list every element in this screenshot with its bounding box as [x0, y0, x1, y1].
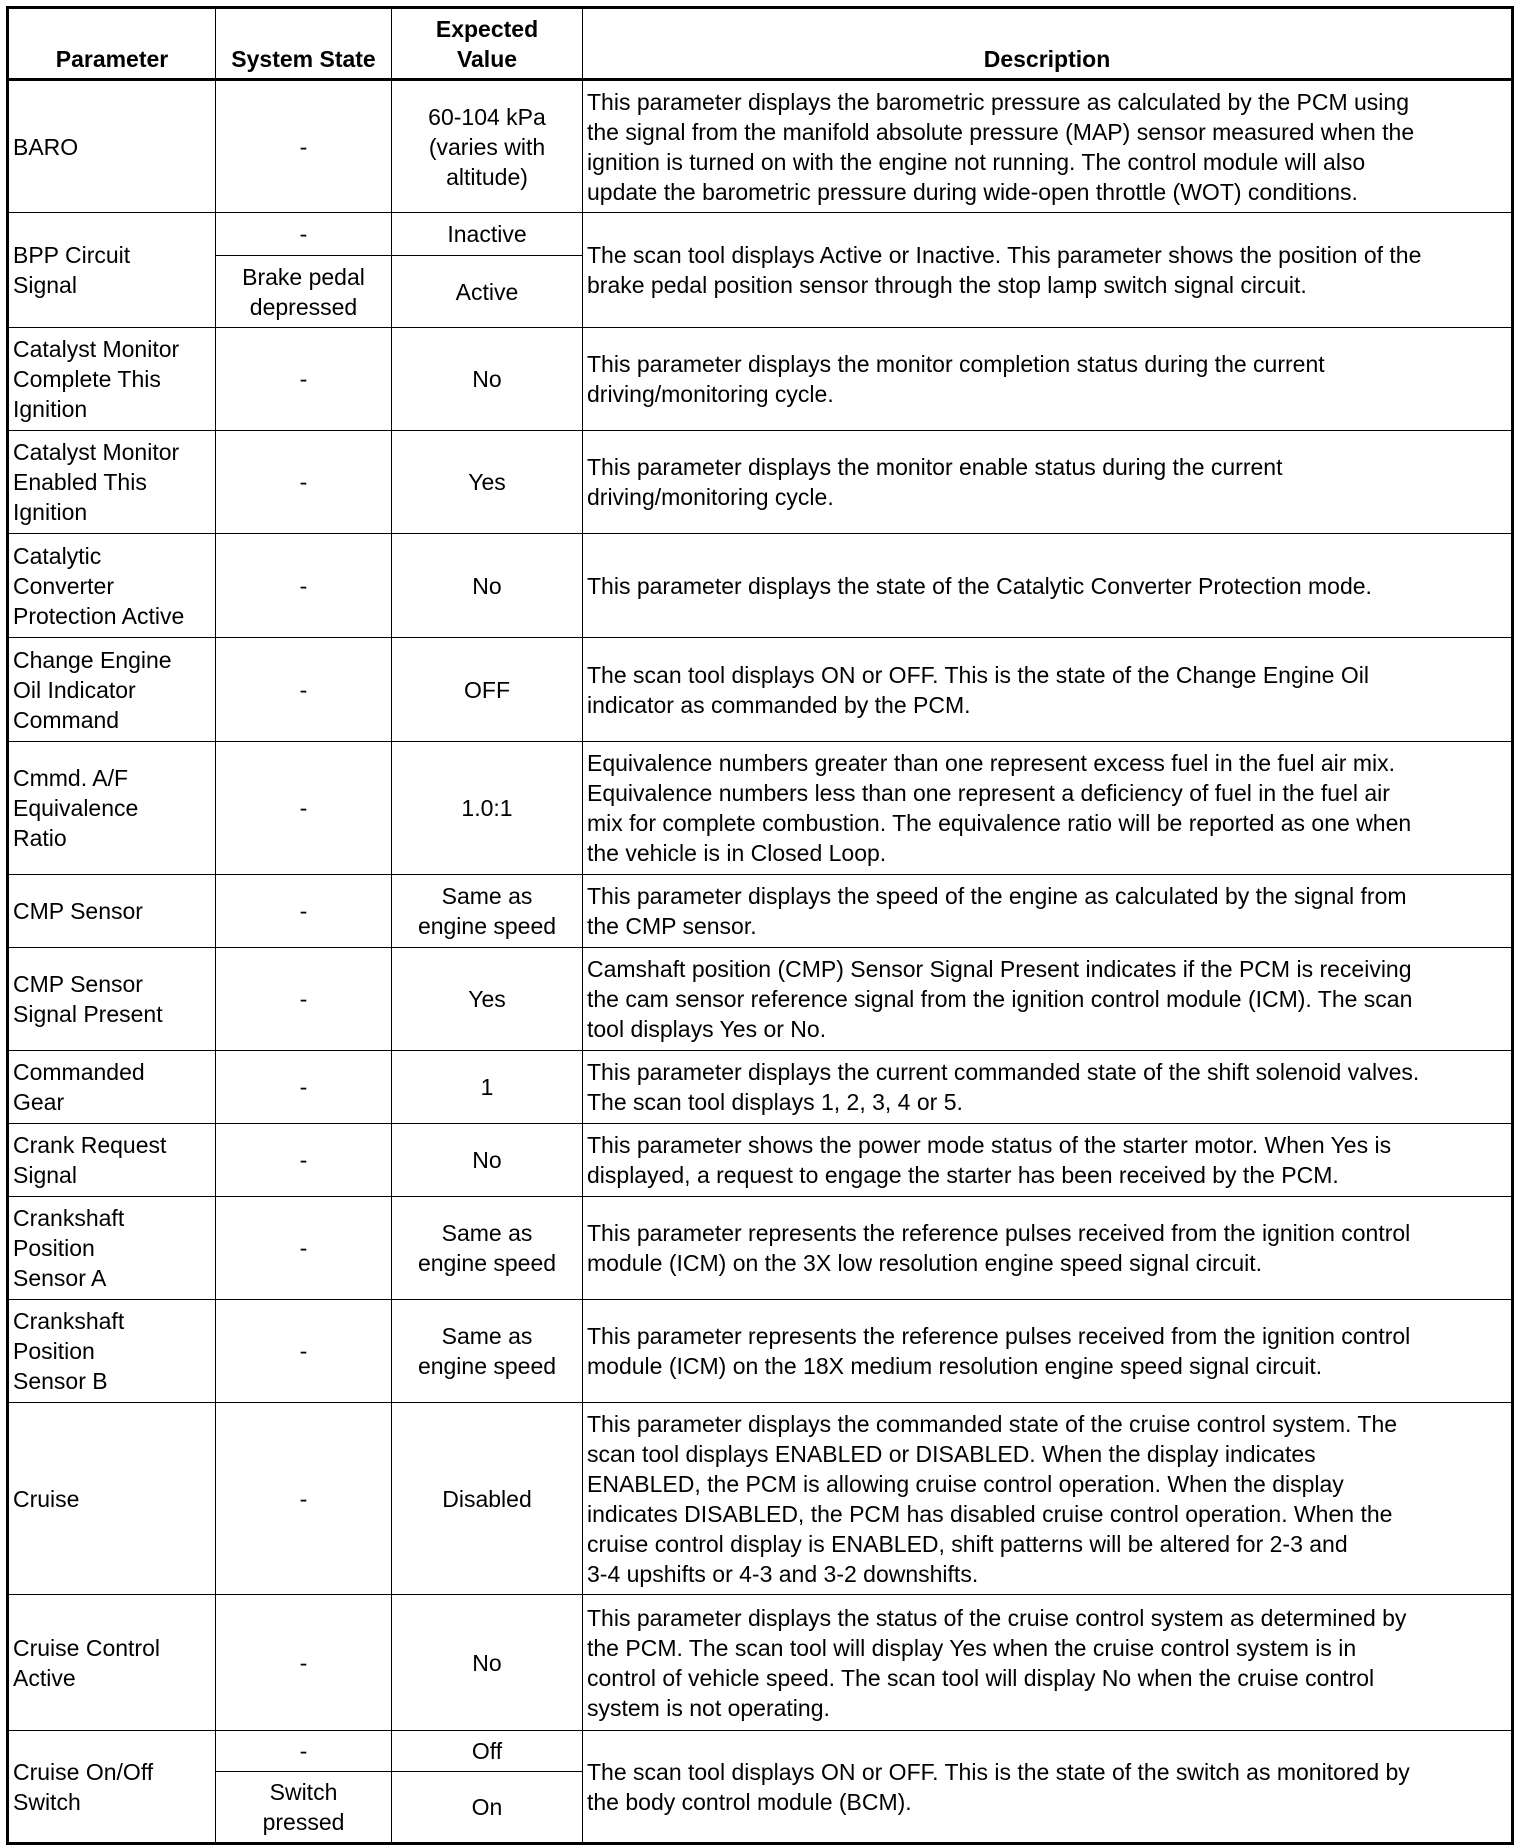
expected-value-cell: No: [392, 534, 583, 638]
system-state-cell: -: [216, 1124, 392, 1197]
system-state-cell: -: [216, 431, 392, 534]
expected-value-cell: Same as engine speed: [392, 1300, 583, 1403]
system-state-cell: -: [216, 80, 392, 213]
expected-value-cell: No: [392, 1595, 583, 1731]
system-state-cell: -: [216, 534, 392, 638]
system-state-cell: Brake pedal depressed: [216, 256, 392, 328]
expected-value-cell: Yes: [392, 948, 583, 1051]
description-cell: The scan tool displays Active or Inactive. This parameter shows the position of the brake pedal position sensor through the stop lamp switch signal circuit.: [583, 213, 1513, 328]
table-row: [8, 638, 1513, 742]
table-row: [8, 742, 1513, 875]
table-row: [8, 534, 1513, 638]
system-state-cell: -: [216, 742, 392, 875]
parameter-cell: BPP Circuit Signal: [8, 213, 216, 328]
parameter-cell: Catalytic Converter Protection Active: [8, 534, 216, 638]
header-parameter: Parameter: [8, 8, 216, 80]
description-cell: This parameter displays the status of the cruise control system as determined by the PCM. The scan tool will display Yes when the cruise control system is in control of vehicle speed. The scan tool will display No when the cruise control system is not operating.: [583, 1595, 1513, 1731]
header-system-state: System State: [216, 8, 392, 80]
system-state-cell: -: [216, 1300, 392, 1403]
system-state-cell: -: [216, 875, 392, 948]
expected-value-cell: Active: [392, 256, 583, 328]
header-row: [8, 8, 1513, 80]
expected-value-cell: Off: [392, 1731, 583, 1772]
parameter-cell: Crankshaft Position Sensor B: [8, 1300, 216, 1403]
expected-value-cell: Same as engine speed: [392, 875, 583, 948]
expected-value-cell: 1: [392, 1051, 583, 1124]
description-cell: This parameter displays the monitor enable status during the current driving/monitoring cycle.: [583, 431, 1513, 534]
table-row: [8, 1403, 1513, 1595]
system-state-cell: -: [216, 1731, 392, 1772]
system-state-cell: -: [216, 638, 392, 742]
description-cell: This parameter displays the commanded state of the cruise control system. The scan tool displays ENABLED or DISABLED. When the display indicates ENABLED, the PCM is allowing cruise control operation. When the display indicates DISABLED, the PCM has disabled cruise control operation. When the cruise control display is ENABLED, shift patterns will be altered for 2-3 and 3-4 upshifts or 4-3 and 3-2 downshifts.: [583, 1403, 1513, 1595]
description-cell: This parameter represents the reference pulses received from the ignition control module (ICM) on the 18X medium resolution engine speed signal circuit.: [583, 1300, 1513, 1403]
table-row: [8, 1197, 1513, 1300]
table-row: [8, 1595, 1513, 1731]
description-cell: This parameter displays the current commanded state of the shift solenoid valves. The scan tool displays 1, 2, 3, 4 or 5.: [583, 1051, 1513, 1124]
scan-tool-parameter-table: [6, 6, 1514, 1845]
parameter-cell: Crankshaft Position Sensor A: [8, 1197, 216, 1300]
parameter-cell: Catalyst Monitor Complete This Ignition: [8, 328, 216, 431]
parameter-cell: Crank Request Signal: [8, 1124, 216, 1197]
table-row: [8, 328, 1513, 431]
parameter-cell: Cmmd. A/F Equivalence Ratio: [8, 742, 216, 875]
parameter-cell: CMP Sensor Signal Present: [8, 948, 216, 1051]
system-state-cell: -: [216, 1403, 392, 1595]
system-state-cell: -: [216, 1595, 392, 1731]
description-cell: This parameter represents the reference pulses received from the ignition control module (ICM) on the 3X low resolution engine speed signal circuit.: [583, 1197, 1513, 1300]
expected-value-cell: No: [392, 1124, 583, 1197]
expected-value-cell: Same as engine speed: [392, 1197, 583, 1300]
parameter-cell: Cruise On/Off Switch: [8, 1731, 216, 1844]
expected-value-cell: Yes: [392, 431, 583, 534]
system-state-cell: -: [216, 1197, 392, 1300]
parameter-cell: Cruise: [8, 1403, 216, 1595]
table-row: [8, 1300, 1513, 1403]
parameter-cell: Change Engine Oil Indicator Command: [8, 638, 216, 742]
system-state-cell: -: [216, 1051, 392, 1124]
header-expected-value: Expected Value: [392, 8, 583, 80]
parameter-cell: Catalyst Monitor Enabled This Ignition: [8, 431, 216, 534]
expected-value-cell: 1.0:1: [392, 742, 583, 875]
expected-value-cell: Inactive: [392, 213, 583, 256]
description-cell: This parameter shows the power mode status of the starter motor. When Yes is displayed, a request to engage the starter has been received by the PCM.: [583, 1124, 1513, 1197]
system-state-cell: -: [216, 948, 392, 1051]
description-cell: Camshaft position (CMP) Sensor Signal Present indicates if the PCM is receiving the cam sensor reference signal from the ignition control module (ICM). The scan tool displays Yes or No.: [583, 948, 1513, 1051]
expected-value-cell: OFF: [392, 638, 583, 742]
table-row: [8, 1051, 1513, 1124]
parameter-cell: Cruise Control Active: [8, 1595, 216, 1731]
description-cell: This parameter displays the barometric pressure as calculated by the PCM using the signal from the manifold absolute pressure (MAP) sensor measured when the ignition is turned on with the engine not running. The control module will also update the barometric pressure during wide-open throttle (WOT) conditions.: [583, 80, 1513, 213]
table-row: [8, 1124, 1513, 1197]
table-row: [8, 431, 1513, 534]
description-cell: The scan tool displays ON or OFF. This is the state of the switch as monitored by the body control module (BCM).: [583, 1731, 1513, 1844]
expected-value-cell: No: [392, 328, 583, 431]
expected-value-cell: 60-104 kPa (varies with altitude): [392, 80, 583, 213]
parameter-cell: BARO: [8, 80, 216, 213]
expected-value-cell: On: [392, 1772, 583, 1844]
description-cell: Equivalence numbers greater than one represent excess fuel in the fuel air mix. Equivalence numbers less than one represent a deficiency of fuel in the fuel air mix for complete combustion. The equivalence ratio will be reported as one when the vehicle is in Closed Loop.: [583, 742, 1513, 875]
expected-value-cell: Disabled: [392, 1403, 583, 1595]
table-row: [8, 1731, 1513, 1772]
description-cell: This parameter displays the state of the Catalytic Converter Protection mode.: [583, 534, 1513, 638]
parameter-cell: CMP Sensor: [8, 875, 216, 948]
table-row: [8, 80, 1513, 213]
table-row: [8, 948, 1513, 1051]
system-state-cell: -: [216, 213, 392, 256]
description-cell: This parameter displays the speed of the engine as calculated by the signal from the CMP sensor.: [583, 875, 1513, 948]
description-cell: This parameter displays the monitor completion status during the current driving/monitoring cycle.: [583, 328, 1513, 431]
system-state-cell: Switch pressed: [216, 1772, 392, 1844]
description-cell: The scan tool displays ON or OFF. This is the state of the Change Engine Oil indicator as commanded by the PCM.: [583, 638, 1513, 742]
table-row: [8, 875, 1513, 948]
system-state-cell: -: [216, 328, 392, 431]
table-row: [8, 213, 1513, 256]
parameter-cell: Commanded Gear: [8, 1051, 216, 1124]
header-description: Description: [583, 8, 1513, 80]
